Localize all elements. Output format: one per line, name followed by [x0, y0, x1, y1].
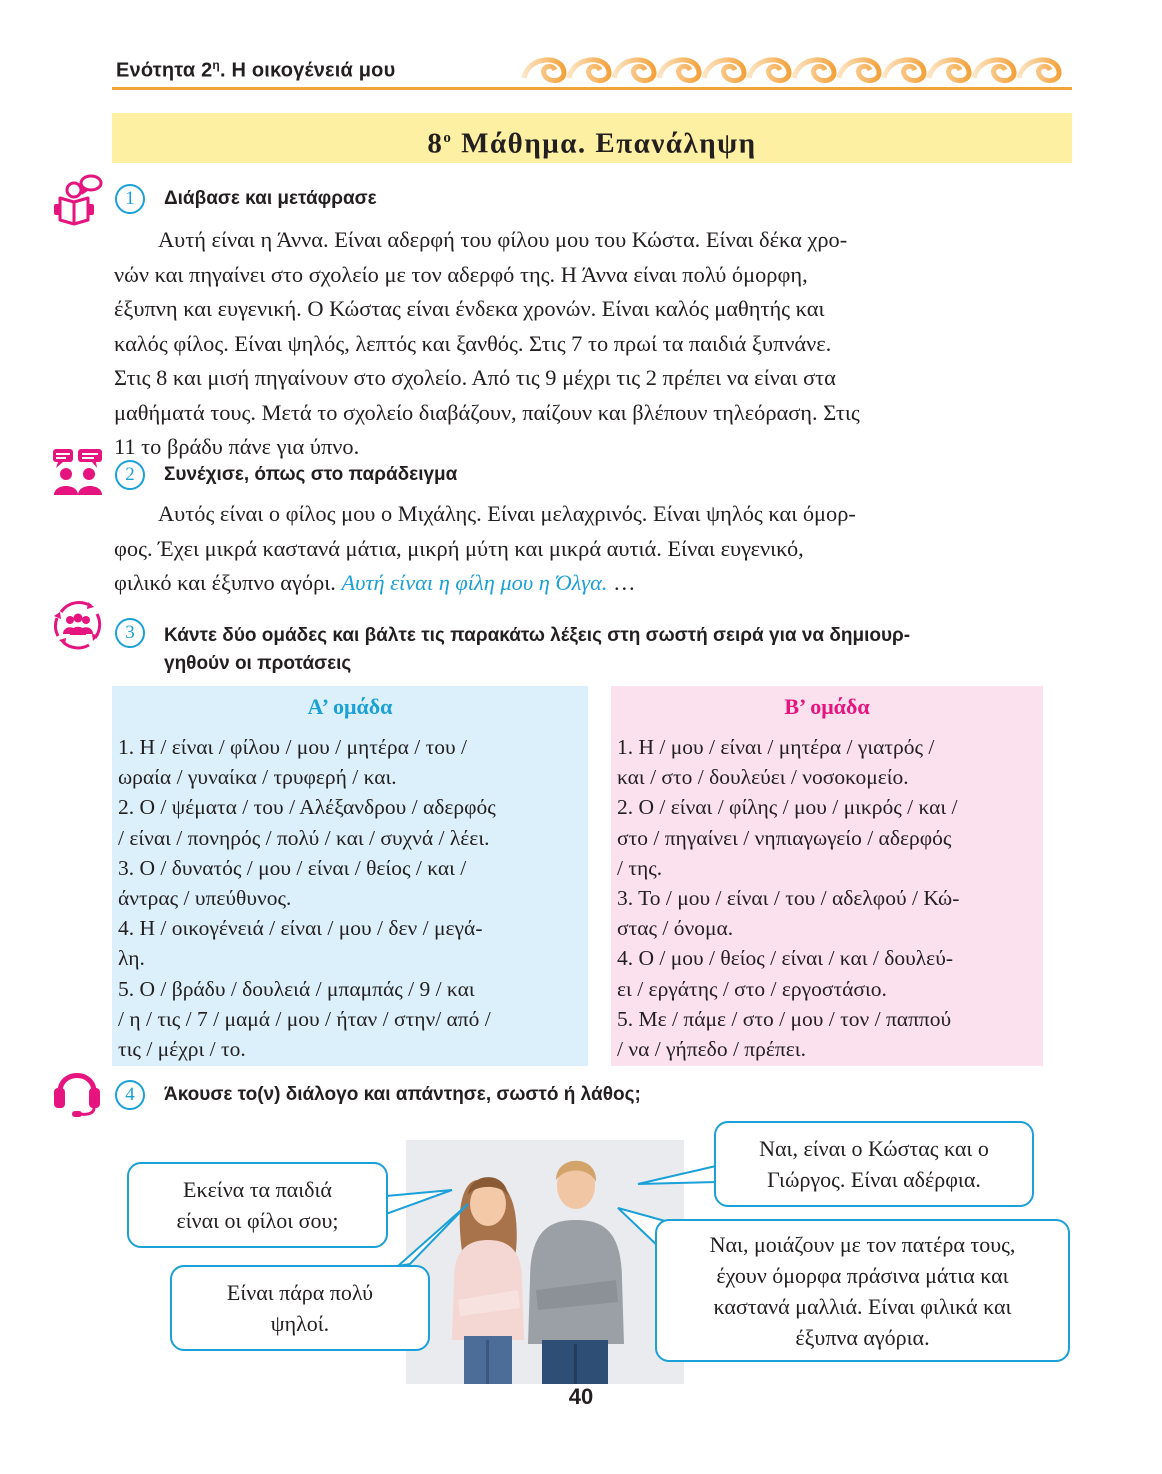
unit-title: . Η οικογένειά μου: [219, 59, 396, 82]
example-ellipsis: …: [607, 570, 636, 595]
exercise-1-text-line: Αυτή είναι η Άννα. Είναι αδερφή του φίλου μου του Κώστα. Είναι δέκα χρο-: [158, 227, 848, 252]
wave-scroll: [974, 60, 1014, 81]
example-lead: φιλικό και έξυπνο αγόρι.: [114, 570, 342, 595]
group-a-sentence-line: 4. Η / οικογένειά / είναι / μου / δεν / μεγά-: [118, 916, 483, 941]
group-a-box: [112, 686, 588, 1066]
group-b-sentence-line: στο / πηγαίνει / νηπιαγωγείο / αδερφός: [617, 825, 952, 850]
speech-bubble-4: [655, 1219, 1070, 1362]
wave-scroll: [884, 60, 924, 81]
group-b-sentence-line: 1. Η / μου / είναι / μητέρα / γιατρός /: [617, 735, 935, 759]
exercise-3-title-line-2: γηθούν οι προτάσεις: [164, 653, 352, 674]
headphones-icon: [52, 1064, 102, 1118]
wave-ornament: [518, 48, 1074, 88]
group-a-heading: Α’ ομάδα: [307, 694, 393, 719]
exercise-1-title: Διάβασε και μετάφρασε: [164, 188, 377, 209]
lesson-number: 8: [427, 127, 444, 160]
group-b-sentence-line: 5. Με / πάμε / στο / μου / τον / παππού: [617, 1006, 952, 1031]
exercise-3-title-line-1: Κάντε δύο ομάδες και βάλτε τις παρακάτω λέξεις στη σωστή σειρά για να δημιουρ-: [164, 625, 911, 646]
lesson-title-text: Μάθημα. Επανάληψη: [452, 127, 757, 160]
exercise-1-text: [114, 223, 1072, 465]
wave-scroll: [929, 60, 969, 81]
group-a-sentence-line: ωραία / γυναίκα / τρυφερή / και.: [118, 765, 397, 790]
bubble-2-line-2: Γιώργος. Είναι αδέρφια.: [767, 1167, 981, 1192]
group-b-sentence-line: ει / εργάτης / στο / εργοστάσιο.: [617, 976, 887, 1001]
group-b-box: [611, 686, 1043, 1066]
exercise-1-text-line: μαθήματά τους. Μετά το σχολείο διαβάζουν, παίζουν και βλέπουν τηλεόραση. Στις: [114, 399, 860, 425]
exercise-2-text: [114, 497, 1072, 601]
group-a-sentence-line: / είναι / πονηρός / πολύ / και / συχνά / λέει.: [118, 825, 490, 850]
bubble-2-line-1: Ναι, είναι ο Κώστας και ο: [759, 1136, 989, 1161]
bubble-3-line-1: Είναι πάρα πολύ: [226, 1280, 374, 1305]
exercise-1-text-line: 11 το βράδυ πάνε για ύπνο.: [114, 434, 360, 459]
exercise-2-title: Συνέχισε, όπως στο παράδειγμα: [164, 464, 458, 485]
group-cycle-icon: [51, 598, 105, 652]
reading-book-icon: [52, 172, 104, 226]
group-b-sentence-line: 2. Ο / είναι / φίλης / μου / μικρός / και /: [617, 795, 958, 820]
group-a-sentence-line: 3. Ο / δυνατός / μου / είναι / θείος / και /: [118, 855, 467, 880]
group-a-sentence-line: 5. Ο / βράδυ / δουλειά / μπαμπάς / 9 / και: [118, 976, 475, 1001]
unit-sup: η: [212, 58, 220, 72]
exercise-1-text-line: Στις 8 και μισή πηγαίνουν στο σχολείο. Από τις 9 μέχρι τις 2 πρέπει να είναι στα: [114, 365, 836, 390]
bubble-1-line-2: είναι οι φίλοι σου;: [176, 1208, 339, 1233]
exercise-3-title: [164, 622, 1074, 678]
group-b-sentences: [617, 732, 1039, 1064]
exercise-number-4: 4: [115, 1080, 145, 1110]
group-b-heading: Β’ ομάδα: [784, 694, 870, 719]
wave-scroll: [839, 60, 879, 81]
bubble-4-line-1: Ναι, μοιάζουν με τον πατέρα τους,: [709, 1231, 1016, 1257]
group-a-sentence-line: / η / τις / 7 / μαμά / μου / ήταν / στην/ από /: [118, 1006, 491, 1031]
unit-prefix: Ενότητα 2: [116, 59, 213, 82]
wave-scroll: [704, 60, 744, 81]
exercise-number-2: 2: [115, 460, 145, 490]
bubble-3-line-2: ψηλοί.: [270, 1311, 330, 1336]
wave-scroll: [1019, 60, 1059, 81]
wave-scroll: [569, 60, 609, 81]
group-b-sentence-line: στας / όνομα.: [617, 916, 734, 941]
exercise-1-text-line: έξυπνη και ευγενική. Ο Κώστας είναι ένδεκα χρονών. Είναι καλός μαθητής και: [114, 296, 825, 321]
speech-bubble-3: [170, 1265, 430, 1351]
unit-header: [116, 58, 395, 83]
children-photo: [406, 1140, 684, 1384]
wave-scroll: [659, 60, 699, 81]
exercise-2-text-line: φος. Έχει μικρά καστανά μάτια, μικρή μύτη και μικρά αυτιά. Είναι ευγενικό,: [114, 535, 804, 561]
exercise-2-text-line: Αυτός είναι ο φίλος μου ο Μιχάλης. Είναι μελαχρινός. Είναι ψηλός και όμορ-: [158, 501, 856, 526]
lesson-number-sup: ο: [443, 130, 453, 146]
page-number: 40: [568, 1384, 594, 1409]
exercise-1-text-line: καλός φίλος. Είναι ψηλός, λεπτός και ξανθός. Στις 7 το πρωί τα παιδιά ξυπνάνε.: [114, 330, 832, 356]
group-a-sentences: [118, 732, 582, 1064]
exercise-number-1: 1: [115, 184, 145, 214]
wave-scroll: [794, 60, 834, 81]
example-highlight: Αυτή είναι η φίλη μου η Όλγα.: [341, 570, 608, 595]
bubble-4-line-2: έχουν όμορφα πράσινα μάτια και: [716, 1262, 1009, 1288]
group-b-sentence-line: / της.: [617, 855, 663, 880]
wave-scroll: [614, 60, 654, 81]
group-b-sentence-line: 3. Το / μου / είναι / του / αδελφού / Κώ-: [617, 886, 960, 911]
group-b-sentence-line: / να / γήπεδο / πρέπει.: [617, 1037, 806, 1062]
speech-bubble-1: [127, 1162, 388, 1248]
exercise-2-text-line: [114, 566, 1072, 601]
conversation-people-icon: [52, 447, 104, 497]
exercise-1-text-line: νών και πηγαίνει στο σχολείο με τον αδερφό της. Η Άννα είναι πολύ όμορφη,: [114, 261, 808, 287]
bubble-4-line-3: καστανά μαλλιά. Είναι φιλικά και: [713, 1293, 1012, 1319]
header-rule: [112, 87, 1072, 90]
exercise-number-3: 3: [115, 618, 145, 648]
group-b-sentence-line: και / στο / δουλεύει / νοσοκομείο.: [617, 765, 909, 790]
group-a-sentence-line: άντρας / υπεύθυνος.: [118, 886, 292, 911]
group-a-sentence-line: λη.: [118, 946, 145, 971]
wave-scroll: [524, 60, 564, 81]
bubble-4-line-4: έξυπνα αγόρια.: [795, 1324, 930, 1350]
exercise-4-title: Άκουσε το(ν) διάλογο και απάντησε, σωστό ή λάθος;: [164, 1084, 641, 1105]
speech-bubble-2: [714, 1121, 1034, 1207]
wave-scroll: [749, 60, 789, 81]
lesson-title: [112, 113, 1072, 163]
group-a-sentence-line: τις / μέχρι / το.: [118, 1037, 246, 1062]
bubble-1-line-1: Εκείνα τα παιδιά: [183, 1177, 332, 1202]
group-b-sentence-line: 4. Ο / μου / θείος / είναι / και / δουλεύ-: [617, 946, 954, 971]
group-a-sentence-line: 2. Ο / ψέματα / του / Αλέξανδρου / αδερφός: [118, 795, 496, 820]
group-a-sentence-line: 1. Η / είναι / φίλου / μου / μητέρα / του /: [118, 735, 467, 759]
